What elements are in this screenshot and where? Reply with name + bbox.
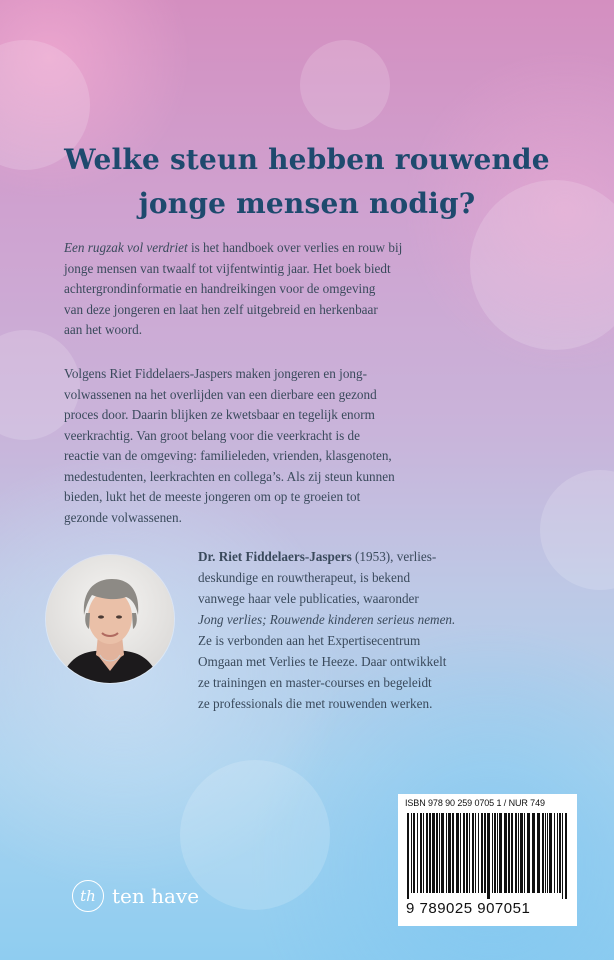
barcode-bar	[463, 813, 465, 893]
barcode-bar	[565, 813, 567, 899]
barcode-bar	[466, 813, 468, 893]
bio-line: Omgaan met Verlies te Heeze. Daar ontwikkelt	[198, 654, 447, 669]
barcode-bar	[545, 813, 546, 893]
barcode-bar	[511, 813, 513, 893]
barcode-bar	[494, 813, 496, 893]
author-photo	[46, 555, 174, 683]
barcode-bar	[554, 813, 555, 893]
barcode-digits: 9 789025 907051	[406, 900, 531, 917]
barcode-bar	[524, 813, 525, 893]
author-portrait-illustration	[46, 555, 174, 683]
barcode-bar	[508, 813, 510, 893]
barcode-bar	[557, 813, 558, 893]
para2-line: reactie van de omgeving: familieleden, vrienden, klasgenoten,	[64, 448, 392, 463]
barcode-bar	[559, 813, 561, 893]
title-line-2: jonge mensen nodig?	[138, 187, 476, 220]
bio-line: vanwege haar vele publicaties, waaronder	[198, 591, 419, 606]
book-title-italic: Een rugzak vol verdriet	[64, 240, 188, 255]
barcode-bar	[484, 813, 486, 893]
para1-line: achtergrondinformatie en handreikingen voor de omgeving	[64, 281, 376, 296]
barcode-bar	[475, 813, 476, 893]
barcode-bar	[429, 813, 431, 893]
barcode-bar	[492, 813, 493, 893]
barcode-bars	[407, 813, 569, 899]
barcode-bar	[497, 813, 498, 893]
barcode-bar	[542, 813, 544, 893]
para2-line: gezonde volwassenen.	[64, 509, 182, 525]
para1-line-1-rest: is het handboek over verlies en rouw bij	[187, 240, 403, 255]
bokeh-light	[180, 760, 330, 910]
barcode-bar	[439, 813, 440, 893]
barcode-bar	[423, 813, 424, 893]
barcode-bar	[446, 813, 447, 893]
barcode-bar	[469, 813, 470, 893]
para2-line: Volgens Riet Fiddelaers-Jaspers maken jongeren en jong-	[64, 366, 367, 381]
publisher-mark: th	[80, 886, 96, 905]
isbn-barcode	[398, 794, 577, 926]
intro-paragraph	[64, 238, 554, 341]
barcode-bar	[448, 813, 451, 893]
barcode-bar	[413, 813, 415, 893]
bio-line: ze trainingen en master-courses en begeleidt	[198, 675, 432, 690]
second-paragraph	[64, 364, 554, 528]
author-name: Dr. Riet Fiddelaers-Jaspers	[198, 549, 352, 564]
author-bio	[198, 546, 543, 714]
barcode-bar	[515, 813, 517, 893]
barcode-bar	[562, 813, 563, 899]
publisher-mark-icon	[72, 880, 104, 912]
para2-line: volwassenen na het overlijden van een dierbare een gezond	[64, 386, 377, 402]
title-line-1: Welke steun hebben rouwende	[64, 143, 550, 176]
barcode-bar	[432, 813, 435, 893]
barcode-bar	[499, 813, 502, 893]
barcode-bar	[547, 813, 548, 893]
barcode-bar	[407, 813, 409, 899]
bio-line-1-rest: (1953), verlies-	[351, 549, 437, 564]
bio-line: Ze is verbonden aan het Expertisecentrum	[198, 633, 421, 648]
other-book-title-italic: Jong verlies; Rouwende kinderen serieus nemen.	[198, 612, 456, 627]
barcode-bar	[527, 813, 530, 893]
barcode-bar	[426, 813, 428, 893]
para2-line: bieden, lukt het de meeste jongeren om op te groeien tot	[64, 489, 361, 504]
barcode-bar	[441, 813, 444, 893]
bio-line: ze professionals die met rouwenden werken.	[198, 696, 433, 711]
barcode-bar	[417, 813, 418, 893]
barcode-bar	[537, 813, 540, 893]
barcode-bar	[452, 813, 454, 893]
barcode-bar	[420, 813, 422, 893]
para2-line: medestudenten, leerkrachten en collega’s. Als zij steun kunnen	[64, 468, 395, 484]
barcode-bar	[549, 813, 552, 893]
isbn-label: ISBN 978 90 259 0705 1 / NUR 749	[405, 798, 545, 808]
barcode-bar	[411, 813, 412, 893]
barcode-bar	[487, 813, 490, 899]
bio-line: deskundige en rouwtherapeut, is bekend	[198, 570, 411, 585]
barcode-bar	[481, 813, 483, 893]
barcode-bar	[456, 813, 459, 893]
barcode-bar	[460, 813, 461, 893]
para1-line: aan het woord.	[64, 322, 142, 337]
publisher-name: ten have	[112, 884, 200, 908]
bokeh-light	[300, 40, 390, 130]
para1-line: jonge mensen van twaalf tot vijfentwintig jaar. Het boek biedt	[64, 260, 391, 276]
para2-line: veerkrachtig. Van groot belang voor die veerkracht is de	[64, 427, 360, 443]
barcode-bar	[436, 813, 438, 893]
back-cover-title	[0, 138, 614, 226]
publisher-logo	[72, 880, 199, 912]
barcode-bar	[518, 813, 519, 893]
barcode-bar	[532, 813, 535, 893]
barcode-bar	[520, 813, 523, 893]
barcode-bar	[472, 813, 474, 893]
para1-line: van deze jongeren en laat hen zelf uitgebreid en herkenbaar	[64, 301, 378, 317]
barcode-bar	[504, 813, 507, 893]
barcode-bar	[478, 813, 479, 893]
para2-line: proces door. Daarin blijken ze kwetsbaar en tegelijk enorm	[64, 407, 375, 422]
